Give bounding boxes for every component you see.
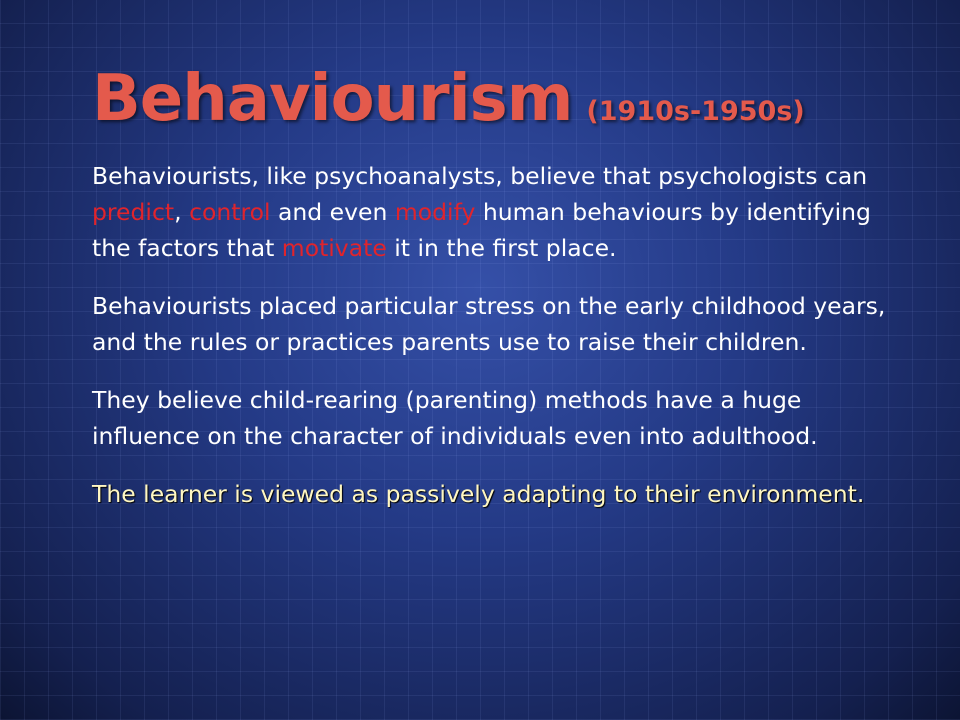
paragraph-4-emphasis: The learner is viewed as passively adapting to their environment.: [92, 480, 865, 508]
paragraph-1: [92, 158, 912, 266]
highlight-motivate: motivate: [281, 234, 387, 262]
slide-title: [92, 62, 805, 136]
slide-title-dates: (1910s-1950s): [586, 96, 805, 127]
slide-title-main: Behaviourism: [92, 62, 573, 136]
paragraph-2: Behaviourists placed particular stress on the early childhood years, and the rules or practices parents use to raise their children.: [92, 292, 886, 356]
paragraph-1-text-3: and even: [270, 198, 395, 226]
paragraph-1-text-4: human behaviours by identifying the factors that: [92, 198, 871, 262]
highlight-modify: modify: [394, 198, 476, 226]
paragraph-3: They believe child-rearing (parenting) methods have a huge influence on the character of individuals even into adulthood.: [92, 386, 818, 450]
highlight-predict: predict: [92, 198, 175, 226]
paragraph-1-text-1: Behaviourists, like psychoanalysts, believe that psychologists can: [92, 162, 868, 190]
highlight-control: control: [189, 198, 271, 226]
slide-body: [92, 158, 912, 534]
paragraph-1-text-2: ,: [174, 198, 190, 226]
paragraph-1-text-5: it in the first place.: [386, 234, 617, 262]
